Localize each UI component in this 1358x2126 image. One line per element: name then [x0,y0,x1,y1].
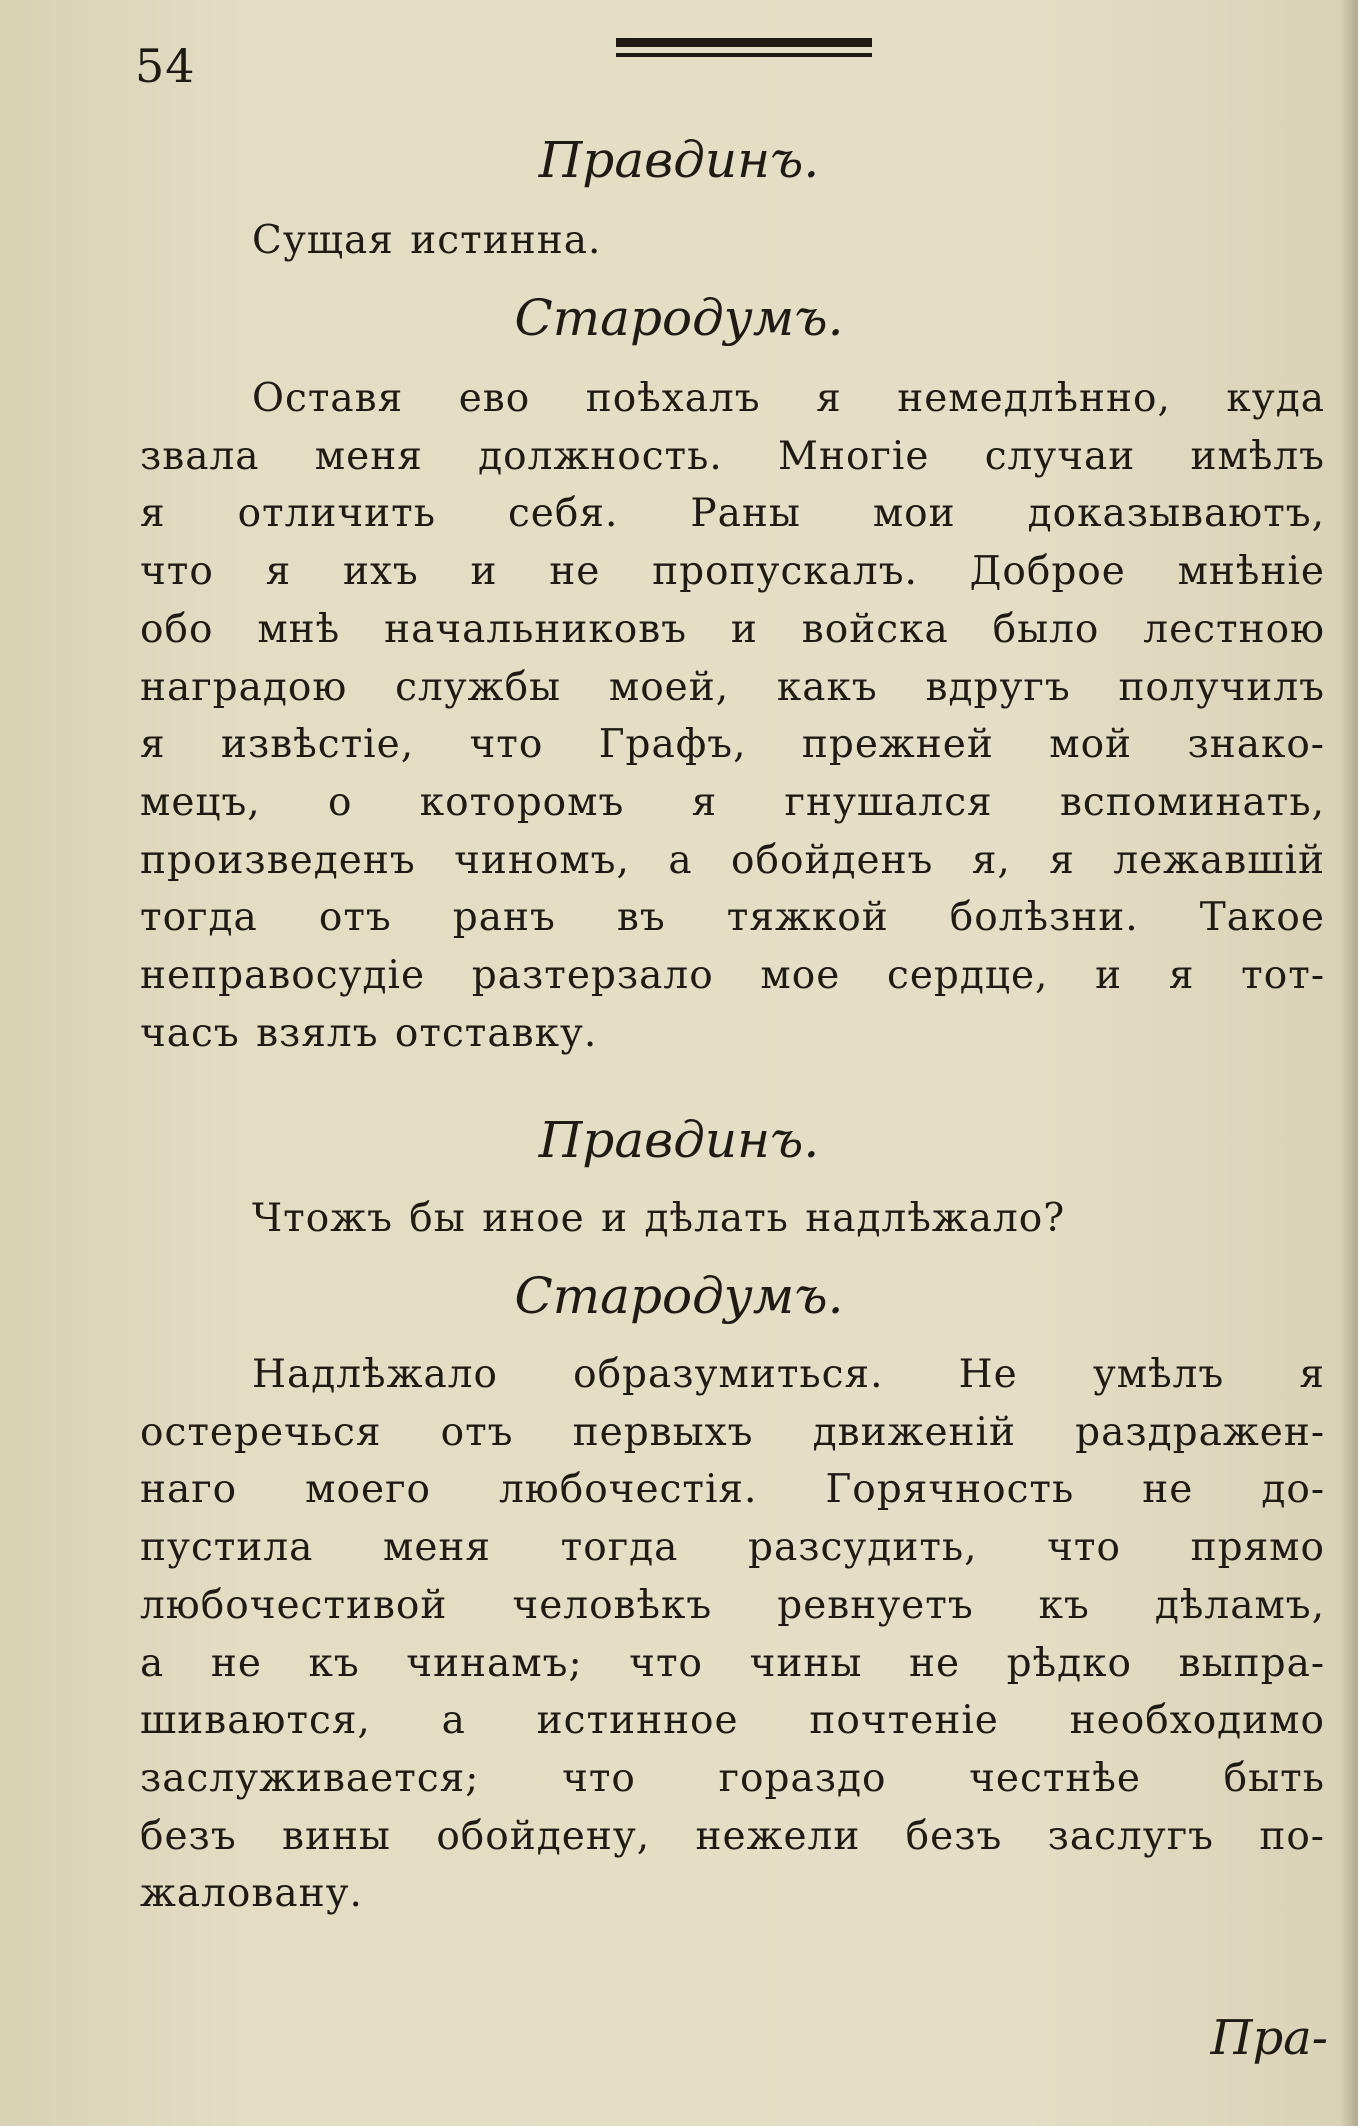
text-line: остеречься отъ первыхъ движеній раздражен- [140,1409,1325,1455]
text-line: мецъ, о которомъ я гнушался вспоминать, [140,779,1325,825]
text-line: тогда отъ ранъ въ тяжкой болѣзни. Такое [140,895,1325,941]
dialogue-paragraph [140,1346,1325,1923]
text-line: пустила меня тогда разсудить, что прямо [140,1525,1325,1571]
text-line: Надлѣжало образумиться. Не умѣлъ я [252,1352,1325,1397]
dialogue-paragraph [140,370,1325,1062]
text-line: наградою службы моей, какъ вдругъ получилъ [140,664,1325,710]
text-line: Сущая истинна. [252,218,602,263]
dialogue-line [140,212,1325,270]
text-line: я извѣстіе, что Графъ, прежней мой знако- [140,722,1325,768]
speaker-name: Стародумъ. [514,1267,844,1325]
text-line: обо мнѣ начальниковъ и войска было лестною [140,606,1325,652]
text-line: безъ вины обойдену, нежели безъ заслугъ по- [140,1813,1325,1859]
text-line: Оставя ево поѣхалъ я немедлѣнно, куда [252,376,1325,421]
speaker-name: Правдинъ. [538,131,820,189]
text-line: любочестивой человѣкъ ревнуетъ къ дѣламъ, [140,1582,1325,1628]
dialogue-line [140,1190,1325,1248]
header-rule-thin [616,53,872,57]
text-line: жаловану. [140,1871,363,1917]
page-number: 54 [135,39,196,93]
text-line: наго моего любочестія. Горячность не до- [140,1467,1325,1513]
text-line: звала меня должность. Многіе случаи имѣлъ [140,433,1325,479]
text-line: неправосудіе разтерзало мое сердце, и я тот- [140,953,1325,999]
speaker-name: Правдинъ. [538,1111,820,1169]
catchword: Пра- [1210,2010,1328,2066]
text-line: шиваются, а истинное почтеніе необходимо [140,1698,1325,1744]
text-line: произведенъ чиномъ, а обойденъ я, я лежавшій [140,837,1325,883]
header-double-rule [616,38,872,62]
text-line: Чтожъ бы иное и дѣлать надлѣжало? [252,1196,1066,1241]
text-line: заслуживается; что гораздо честнѣе быть [140,1755,1325,1801]
speaker-name: Стародумъ. [514,289,844,347]
text-line: часъ взялъ отставку. [140,1010,598,1056]
text-line: а не къ чинамъ; что чины не рѣдко выпра- [140,1640,1325,1686]
text-line: я отличить себя. Раны мои доказываютъ, [140,491,1325,537]
text-line: что я ихъ и не пропускалъ. Доброе мнѣніе [140,549,1325,595]
header-rule-thick [616,38,872,47]
